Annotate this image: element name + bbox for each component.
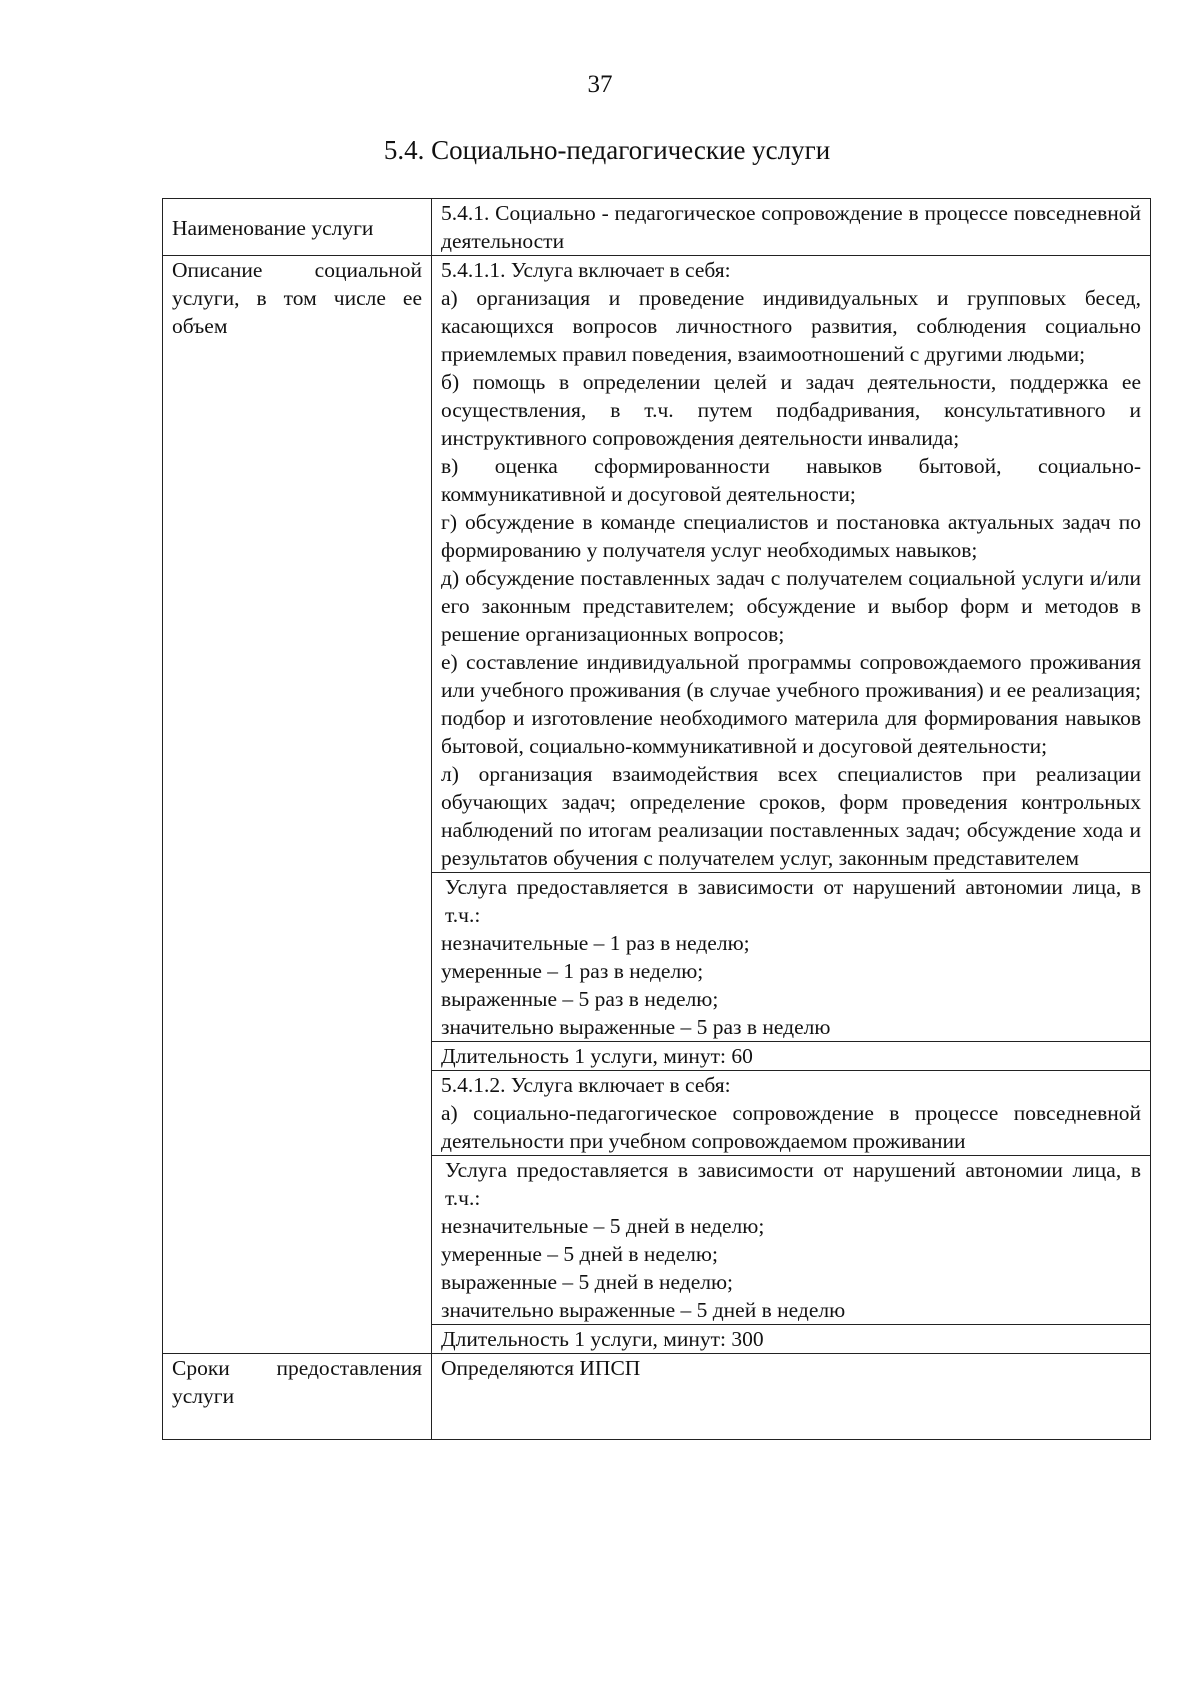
service2-heading: 5.4.1.2. Услуга включает в себя:: [441, 1073, 731, 1097]
list-item: в) оценка сформированности навыков бытовой, социально-коммуникативной и досуговой деятельности;: [441, 454, 1141, 506]
frequency-intro: Услуга предоставляется в зависимости от нарушений автономии лица, в т.ч.:: [445, 1158, 1141, 1210]
service2-content: [432, 1071, 1151, 1156]
frequency-intro: Услуга предоставляется в зависимости от нарушений автономии лица, в т.ч.:: [445, 875, 1141, 927]
frequency-item: незначительные – 1 раз в неделю;: [441, 931, 750, 955]
section-title: 5.4. Социально-педагогические услуги: [383, 135, 831, 165]
list-item: г) обсуждение в команде специалистов и постановка актуальных задач по формированию у получателя услуг необходимых навыков;: [441, 510, 1141, 562]
service2-duration: Длительность 1 услуги, минут: 300: [432, 1325, 1151, 1354]
service1-frequency: [432, 873, 1151, 1042]
service-name-value: 5.4.1. Социально - педагогическое сопровождение в процессе повседневной деятельности: [432, 199, 1151, 256]
list-item: а) социально-педагогическое сопровождение в процессе повседневной деятельности при учебном сопровождаемом проживании: [441, 1101, 1141, 1153]
frequency-item: выраженные – 5 дней в неделю;: [441, 1270, 734, 1294]
frequency-item: выраженные – 5 раз в неделю;: [441, 987, 719, 1011]
list-item: е) составление индивидуальной программы сопровождаемого проживания или учебного проживания (в случае учебного проживания) и ее реализация; подбор и изготовление необходимого материла для формирования навыков бытовой, социально-коммуникативной и досуговой деятельности;: [441, 650, 1141, 758]
service-name-label: Наименование услуги: [163, 199, 432, 256]
list-item: д) обсуждение поставленных задач с получателем социальной услуги и/или его законным представителем; обсуждение и выбор форм и методов в решение организационных вопросов;: [441, 566, 1141, 646]
table-row: [163, 199, 1151, 256]
service-table: [162, 198, 1151, 1440]
service1-duration: Длительность 1 услуги, минут: 60: [432, 1042, 1151, 1071]
list-item: б) помощь в определении целей и задач деятельности, поддержка ее осуществления, в т.ч. путем подбадривания, консультативного и инструктивного сопровождения деятельности инвалида;: [441, 370, 1141, 450]
service-terms-label: Сроки предоставления услуги: [163, 1354, 432, 1440]
frequency-item: умеренные – 5 дней в неделю;: [441, 1242, 718, 1266]
list-item: л) организация взаимодействия всех специалистов при реализации обучающих задач; определение сроков, форм проведения контрольных наблюдений по итогам реализации поставленных задач; обсуждение хода и результатов обучения с получателем услуг, законным представителем: [441, 762, 1141, 870]
page-number: 37: [587, 71, 613, 98]
service1-content: [432, 256, 1151, 873]
service1-heading: 5.4.1.1. Услуга включает в себя:: [441, 258, 731, 282]
frequency-item: незначительные – 5 дней в неделю;: [441, 1214, 765, 1238]
service-description-label: Описание социальной услуги, в том числе ее объем: [163, 256, 432, 1354]
frequency-item: значительно выраженные – 5 раз в неделю: [441, 1015, 831, 1039]
frequency-item: умеренные – 1 раз в неделю;: [441, 959, 704, 983]
table-row: [163, 256, 1151, 873]
table-row: [163, 1354, 1151, 1440]
service-terms-value: Определяются ИПСП: [432, 1354, 1151, 1440]
frequency-item: значительно выраженные – 5 дней в неделю: [441, 1298, 846, 1322]
service2-frequency: [432, 1156, 1151, 1325]
list-item: а) организация и проведение индивидуальных и групповых бесед, касающихся вопросов личностного развития, соблюдения социально приемлемых правил поведения, взаимоотношений с другими людьми;: [441, 286, 1141, 366]
